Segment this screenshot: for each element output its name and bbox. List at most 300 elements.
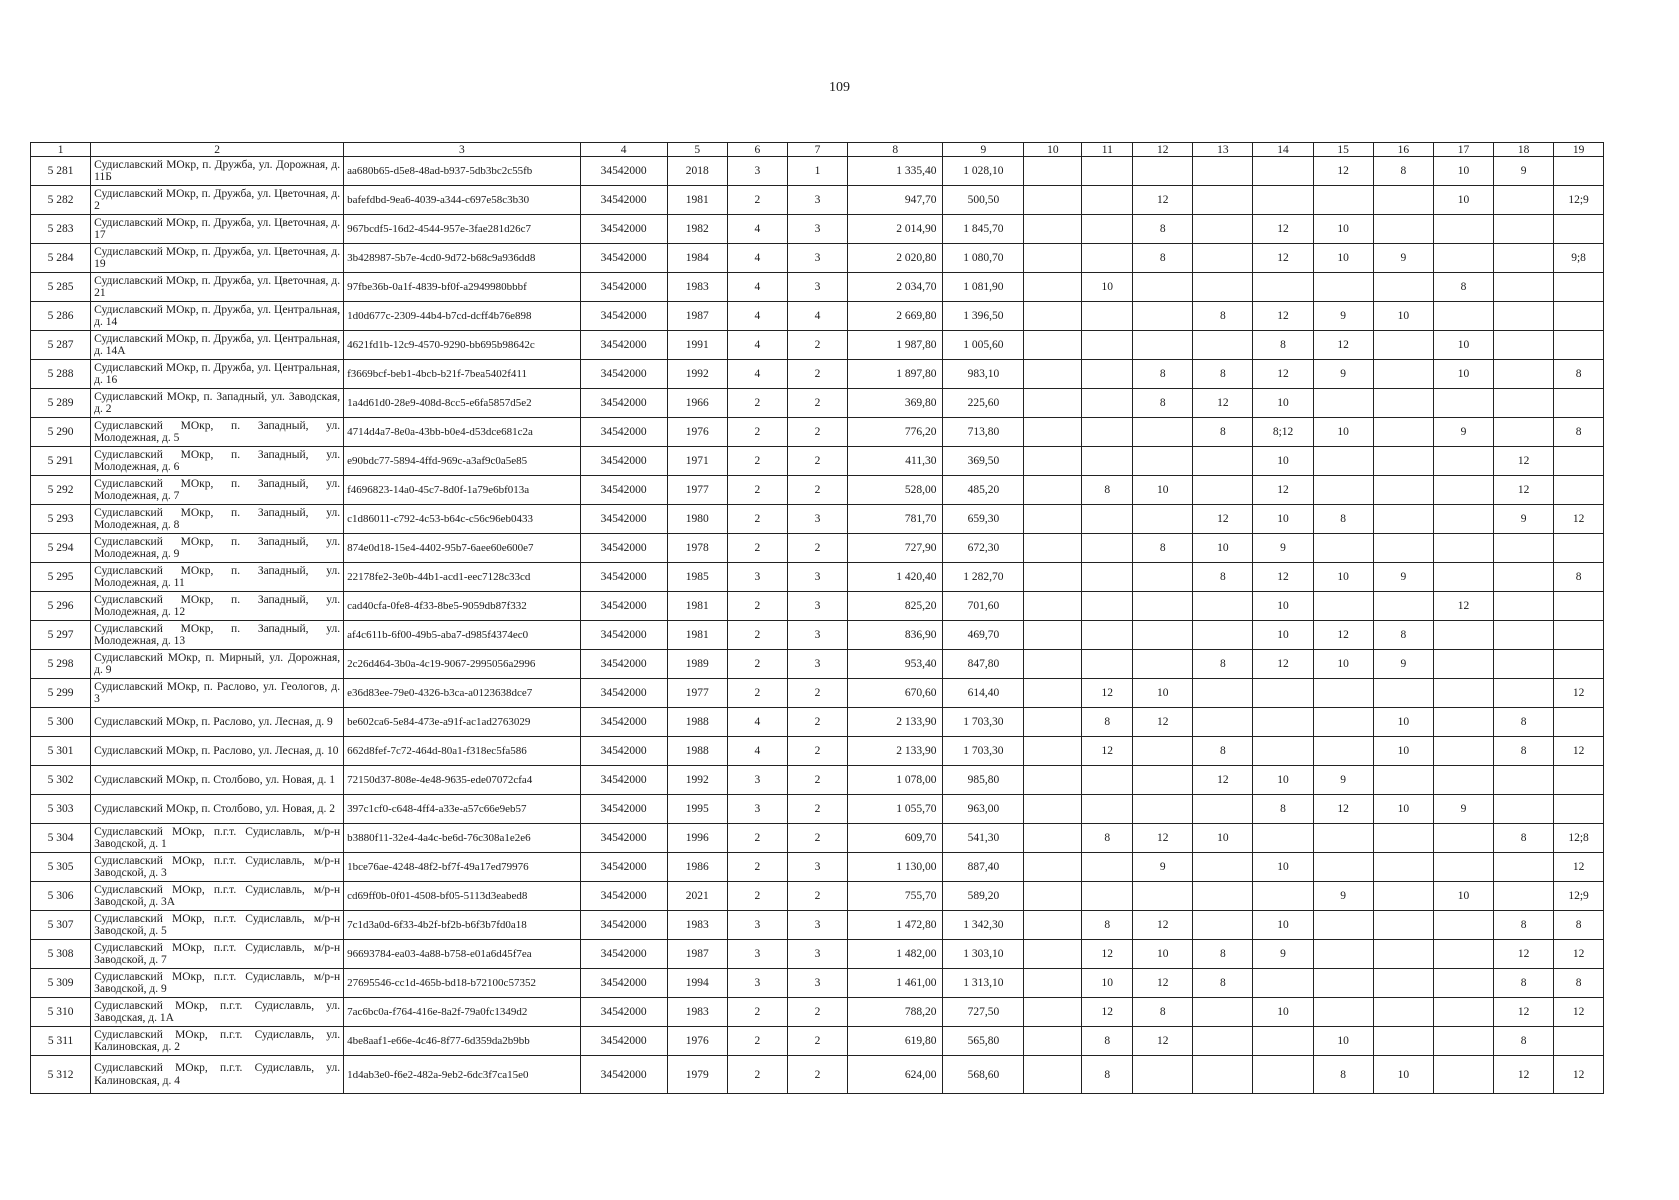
table-body bbox=[31, 157, 1604, 1094]
column-header-6: 6 bbox=[727, 143, 787, 157]
col12-cell bbox=[1133, 650, 1193, 679]
col14-cell bbox=[1253, 679, 1313, 708]
address-cell: Судиславский МОкр, п. Дружба, ул. Цветочная, д. 2 bbox=[91, 186, 344, 215]
col11-cell bbox=[1082, 766, 1133, 795]
oktmo-cell: 34542000 bbox=[580, 621, 667, 650]
col10-cell bbox=[1024, 708, 1082, 737]
col13-cell: 10 bbox=[1193, 534, 1253, 563]
col19-cell: 12 bbox=[1554, 505, 1604, 534]
entrances-cell: 2 bbox=[787, 447, 847, 476]
total-area-cell: 755,70 bbox=[848, 882, 943, 911]
table-row bbox=[31, 418, 1604, 447]
col13-cell: 8 bbox=[1193, 360, 1253, 389]
col13-cell bbox=[1193, 998, 1253, 1027]
address-cell: Судиславский МОкр, п. Западный, ул. Молодежная, д. 5 bbox=[91, 418, 344, 447]
col11-cell: 12 bbox=[1082, 940, 1133, 969]
col19-cell: 8 bbox=[1554, 911, 1604, 940]
col17-cell: 10 bbox=[1433, 882, 1493, 911]
col17-cell: 8 bbox=[1433, 273, 1493, 302]
floors-cell: 2 bbox=[727, 389, 787, 418]
total-area-cell: 2 133,90 bbox=[848, 708, 943, 737]
year-cell: 1982 bbox=[667, 215, 727, 244]
col16-cell bbox=[1373, 824, 1433, 853]
col11-cell bbox=[1082, 215, 1133, 244]
col11-cell bbox=[1082, 418, 1133, 447]
entrances-cell: 2 bbox=[787, 737, 847, 766]
col14-cell: 12 bbox=[1253, 244, 1313, 273]
total-area-cell: 825,20 bbox=[848, 592, 943, 621]
floors-cell: 4 bbox=[727, 708, 787, 737]
year-cell: 1983 bbox=[667, 273, 727, 302]
col14-cell: 8 bbox=[1253, 331, 1313, 360]
col11-cell bbox=[1082, 592, 1133, 621]
col11-cell bbox=[1082, 157, 1133, 186]
year-cell: 1988 bbox=[667, 737, 727, 766]
floors-cell: 2 bbox=[727, 505, 787, 534]
col18-cell bbox=[1494, 273, 1554, 302]
col12-cell bbox=[1133, 621, 1193, 650]
col18-cell bbox=[1494, 331, 1554, 360]
floors-cell: 4 bbox=[727, 360, 787, 389]
floors-cell: 2 bbox=[727, 447, 787, 476]
floors-cell: 2 bbox=[727, 621, 787, 650]
guid-cell: 874e0d18-15e4-4402-95b7-6aee60e600e7 bbox=[344, 534, 580, 563]
col10-cell bbox=[1024, 534, 1082, 563]
guid-cell: f4696823-14a0-45c7-8d0f-1a79e6bf013a bbox=[344, 476, 580, 505]
guid-cell: 4714d4a7-8e0a-43bb-b0e4-d53dce681c2a bbox=[344, 418, 580, 447]
column-header-17: 17 bbox=[1433, 143, 1493, 157]
total-area-cell: 1 897,80 bbox=[848, 360, 943, 389]
col11-cell bbox=[1082, 244, 1133, 273]
row-number: 5 291 bbox=[31, 447, 91, 476]
living-area-cell: 1 005,60 bbox=[943, 331, 1024, 360]
living-area-cell: 963,00 bbox=[943, 795, 1024, 824]
col19-cell bbox=[1554, 621, 1604, 650]
living-area-cell: 500,50 bbox=[943, 186, 1024, 215]
col15-cell bbox=[1313, 186, 1373, 215]
living-area-cell: 1 028,10 bbox=[943, 157, 1024, 186]
col12-cell: 8 bbox=[1133, 244, 1193, 273]
year-cell: 1994 bbox=[667, 969, 727, 998]
col16-cell bbox=[1373, 186, 1433, 215]
row-number: 5 287 bbox=[31, 331, 91, 360]
col17-cell bbox=[1433, 302, 1493, 331]
col10-cell bbox=[1024, 215, 1082, 244]
col18-cell: 8 bbox=[1494, 911, 1554, 940]
entrances-cell: 3 bbox=[787, 186, 847, 215]
column-header-11: 11 bbox=[1082, 143, 1133, 157]
address-cell: Судиславский МОкр, п.г.т. Судиславль, м/р-н Заводской, д. 5 bbox=[91, 911, 344, 940]
col17-cell bbox=[1433, 505, 1493, 534]
row-number: 5 285 bbox=[31, 273, 91, 302]
col17-cell bbox=[1433, 1027, 1493, 1056]
col11-cell bbox=[1082, 853, 1133, 882]
col18-cell: 8 bbox=[1494, 708, 1554, 737]
col12-cell: 12 bbox=[1133, 911, 1193, 940]
year-cell: 1984 bbox=[667, 244, 727, 273]
guid-cell: 662d8fef-7c72-464d-80a1-f318ec5fa586 bbox=[344, 737, 580, 766]
total-area-cell: 776,20 bbox=[848, 418, 943, 447]
col12-cell bbox=[1133, 302, 1193, 331]
address-cell: Судиславский МОкр, п. Раслово, ул. Геологов, д. 3 bbox=[91, 679, 344, 708]
oktmo-cell: 34542000 bbox=[580, 824, 667, 853]
guid-cell: 1bce76ae-4248-48f2-bf7f-49a17ed79976 bbox=[344, 853, 580, 882]
col15-cell bbox=[1313, 447, 1373, 476]
total-area-cell: 1 472,80 bbox=[848, 911, 943, 940]
row-number: 5 310 bbox=[31, 998, 91, 1027]
table-row bbox=[31, 853, 1604, 882]
col16-cell: 10 bbox=[1373, 1056, 1433, 1094]
col12-cell bbox=[1133, 766, 1193, 795]
entrances-cell: 2 bbox=[787, 708, 847, 737]
col17-cell bbox=[1433, 563, 1493, 592]
col14-cell bbox=[1253, 737, 1313, 766]
col10-cell bbox=[1024, 273, 1082, 302]
col14-cell: 10 bbox=[1253, 853, 1313, 882]
col14-cell bbox=[1253, 1027, 1313, 1056]
floors-cell: 4 bbox=[727, 273, 787, 302]
oktmo-cell: 34542000 bbox=[580, 360, 667, 389]
entrances-cell: 3 bbox=[787, 273, 847, 302]
oktmo-cell: 34542000 bbox=[580, 273, 667, 302]
col17-cell bbox=[1433, 679, 1493, 708]
address-cell: Судиславский МОкр, п. Западный, ул. Молодежная, д. 8 bbox=[91, 505, 344, 534]
col16-cell bbox=[1373, 766, 1433, 795]
entrances-cell: 3 bbox=[787, 853, 847, 882]
col15-cell bbox=[1313, 911, 1373, 940]
col17-cell bbox=[1433, 969, 1493, 998]
col13-cell bbox=[1193, 882, 1253, 911]
col11-cell bbox=[1082, 389, 1133, 418]
entrances-cell: 2 bbox=[787, 331, 847, 360]
living-area-cell: 589,20 bbox=[943, 882, 1024, 911]
guid-cell: 7c1d3a0d-6f33-4b2f-bf2b-b6f3b7fd0a18 bbox=[344, 911, 580, 940]
col19-cell: 12 bbox=[1554, 737, 1604, 766]
col18-cell bbox=[1494, 621, 1554, 650]
row-number: 5 303 bbox=[31, 795, 91, 824]
address-cell: Судиславский МОкр, п.г.т. Судиславль, м/р-н Заводской, д. 1 bbox=[91, 824, 344, 853]
table-row bbox=[31, 766, 1604, 795]
address-cell: Судиславский МОкр, п. Раслово, ул. Лесная, д. 9 bbox=[91, 708, 344, 737]
table-row bbox=[31, 302, 1604, 331]
total-area-cell: 788,20 bbox=[848, 998, 943, 1027]
col12-cell bbox=[1133, 418, 1193, 447]
col11-cell bbox=[1082, 302, 1133, 331]
living-area-cell: 1 313,10 bbox=[943, 969, 1024, 998]
address-cell: Судиславский МОкр, п. Раслово, ул. Лесная, д. 10 bbox=[91, 737, 344, 766]
floors-cell: 4 bbox=[727, 302, 787, 331]
col18-cell bbox=[1494, 592, 1554, 621]
col14-cell bbox=[1253, 969, 1313, 998]
col17-cell bbox=[1433, 215, 1493, 244]
col11-cell: 12 bbox=[1082, 737, 1133, 766]
col16-cell: 9 bbox=[1373, 650, 1433, 679]
entrances-cell: 2 bbox=[787, 824, 847, 853]
col14-cell: 12 bbox=[1253, 302, 1313, 331]
total-area-cell: 2 020,80 bbox=[848, 244, 943, 273]
floors-cell: 2 bbox=[727, 998, 787, 1027]
col12-cell: 9 bbox=[1133, 853, 1193, 882]
table-row bbox=[31, 215, 1604, 244]
column-header-5: 5 bbox=[667, 143, 727, 157]
col11-cell bbox=[1082, 882, 1133, 911]
floors-cell: 3 bbox=[727, 795, 787, 824]
address-cell: Судиславский МОкр, п. Дружба, ул. Цветочная, д. 19 bbox=[91, 244, 344, 273]
col16-cell bbox=[1373, 447, 1433, 476]
col15-cell: 12 bbox=[1313, 795, 1373, 824]
row-number: 5 301 bbox=[31, 737, 91, 766]
address-cell: Судиславский МОкр, п.г.т. Судиславль, ул. Калиновская, д. 2 bbox=[91, 1027, 344, 1056]
col19-cell: 8 bbox=[1554, 418, 1604, 447]
col11-cell: 8 bbox=[1082, 476, 1133, 505]
col13-cell: 8 bbox=[1193, 737, 1253, 766]
col10-cell bbox=[1024, 911, 1082, 940]
col15-cell bbox=[1313, 389, 1373, 418]
col10-cell bbox=[1024, 302, 1082, 331]
table-row bbox=[31, 505, 1604, 534]
col12-cell: 10 bbox=[1133, 679, 1193, 708]
col13-cell bbox=[1193, 447, 1253, 476]
col18-cell: 12 bbox=[1494, 447, 1554, 476]
floors-cell: 2 bbox=[727, 882, 787, 911]
row-number: 5 292 bbox=[31, 476, 91, 505]
col15-cell bbox=[1313, 940, 1373, 969]
year-cell: 1981 bbox=[667, 186, 727, 215]
col10-cell bbox=[1024, 766, 1082, 795]
guid-cell: 22178fe2-3e0b-44b1-acd1-eec7128c33cd bbox=[344, 563, 580, 592]
column-header-2: 2 bbox=[91, 143, 344, 157]
col10-cell bbox=[1024, 418, 1082, 447]
address-cell: Судиславский МОкр, п. Дружба, ул. Центральная, д. 14 bbox=[91, 302, 344, 331]
column-header-10: 10 bbox=[1024, 143, 1082, 157]
table-row bbox=[31, 360, 1604, 389]
total-area-cell: 953,40 bbox=[848, 650, 943, 679]
col18-cell bbox=[1494, 215, 1554, 244]
col15-cell bbox=[1313, 853, 1373, 882]
living-area-cell: 469,70 bbox=[943, 621, 1024, 650]
col19-cell bbox=[1554, 331, 1604, 360]
col16-cell bbox=[1373, 389, 1433, 418]
col18-cell: 8 bbox=[1494, 824, 1554, 853]
entrances-cell: 3 bbox=[787, 969, 847, 998]
row-number: 5 311 bbox=[31, 1027, 91, 1056]
entrances-cell: 3 bbox=[787, 940, 847, 969]
col16-cell: 10 bbox=[1373, 708, 1433, 737]
col19-cell: 12;8 bbox=[1554, 824, 1604, 853]
col12-cell bbox=[1133, 157, 1193, 186]
col18-cell: 12 bbox=[1494, 476, 1554, 505]
col11-cell bbox=[1082, 186, 1133, 215]
col18-cell: 9 bbox=[1494, 505, 1554, 534]
col14-cell: 10 bbox=[1253, 766, 1313, 795]
col11-cell: 10 bbox=[1082, 969, 1133, 998]
col17-cell bbox=[1433, 244, 1493, 273]
col13-cell bbox=[1193, 273, 1253, 302]
col11-cell bbox=[1082, 534, 1133, 563]
col11-cell: 10 bbox=[1082, 273, 1133, 302]
guid-cell: 96693784-ea03-4a88-b758-e01a6d45f7ea bbox=[344, 940, 580, 969]
guid-cell: b3880f11-32e4-4a4c-be6d-76c308a1e2e6 bbox=[344, 824, 580, 853]
year-cell: 1976 bbox=[667, 1027, 727, 1056]
col11-cell bbox=[1082, 360, 1133, 389]
address-cell: Судиславский МОкр, п. Дружба, ул. Центральная, д. 16 bbox=[91, 360, 344, 389]
col14-cell bbox=[1253, 882, 1313, 911]
col13-cell bbox=[1193, 679, 1253, 708]
guid-cell: cd69ff0b-0f01-4508-bf05-5113d3eabed8 bbox=[344, 882, 580, 911]
year-cell: 1976 bbox=[667, 418, 727, 447]
col17-cell bbox=[1433, 737, 1493, 766]
col14-cell bbox=[1253, 1056, 1313, 1094]
col18-cell: 8 bbox=[1494, 969, 1554, 998]
entrances-cell: 2 bbox=[787, 1027, 847, 1056]
col18-cell bbox=[1494, 795, 1554, 824]
col16-cell bbox=[1373, 679, 1433, 708]
living-area-cell: 1 080,70 bbox=[943, 244, 1024, 273]
col17-cell: 9 bbox=[1433, 418, 1493, 447]
guid-cell: bafefdbd-9ea6-4039-a344-c697e58c3b30 bbox=[344, 186, 580, 215]
row-number: 5 302 bbox=[31, 766, 91, 795]
entrances-cell: 3 bbox=[787, 621, 847, 650]
column-header-12: 12 bbox=[1133, 143, 1193, 157]
floors-cell: 3 bbox=[727, 969, 787, 998]
table-row bbox=[31, 592, 1604, 621]
oktmo-cell: 34542000 bbox=[580, 650, 667, 679]
col11-cell: 8 bbox=[1082, 1027, 1133, 1056]
col17-cell bbox=[1433, 534, 1493, 563]
year-cell: 1977 bbox=[667, 476, 727, 505]
row-number: 5 309 bbox=[31, 969, 91, 998]
floors-cell: 3 bbox=[727, 911, 787, 940]
col13-cell bbox=[1193, 911, 1253, 940]
col18-cell bbox=[1494, 534, 1554, 563]
col15-cell: 10 bbox=[1313, 650, 1373, 679]
address-cell: Судиславский МОкр, п. Западный, ул. Молодежная, д. 11 bbox=[91, 563, 344, 592]
col15-cell: 12 bbox=[1313, 331, 1373, 360]
col13-cell bbox=[1193, 795, 1253, 824]
address-cell: Судиславский МОкр, п. Дружба, ул. Центральная, д. 14А bbox=[91, 331, 344, 360]
entrances-cell: 2 bbox=[787, 998, 847, 1027]
col18-cell bbox=[1494, 650, 1554, 679]
entrances-cell: 2 bbox=[787, 882, 847, 911]
col17-cell bbox=[1433, 940, 1493, 969]
floors-cell: 2 bbox=[727, 534, 787, 563]
col17-cell: 10 bbox=[1433, 157, 1493, 186]
col14-cell bbox=[1253, 708, 1313, 737]
floors-cell: 4 bbox=[727, 244, 787, 273]
row-number: 5 304 bbox=[31, 824, 91, 853]
row-number: 5 294 bbox=[31, 534, 91, 563]
floors-cell: 2 bbox=[727, 1027, 787, 1056]
table-row bbox=[31, 911, 1604, 940]
year-cell: 1983 bbox=[667, 998, 727, 1027]
oktmo-cell: 34542000 bbox=[580, 331, 667, 360]
total-area-cell: 609,70 bbox=[848, 824, 943, 853]
registry-table-container bbox=[30, 142, 1604, 1094]
floors-cell: 2 bbox=[727, 592, 787, 621]
oktmo-cell: 34542000 bbox=[580, 882, 667, 911]
oktmo-cell: 34542000 bbox=[580, 244, 667, 273]
guid-cell: f3669bcf-beb1-4bcb-b21f-7bea5402f411 bbox=[344, 360, 580, 389]
col13-cell: 12 bbox=[1193, 766, 1253, 795]
year-cell: 2021 bbox=[667, 882, 727, 911]
col14-cell: 9 bbox=[1253, 534, 1313, 563]
table-row bbox=[31, 679, 1604, 708]
living-area-cell: 659,30 bbox=[943, 505, 1024, 534]
col17-cell: 10 bbox=[1433, 186, 1493, 215]
table-row bbox=[31, 244, 1604, 273]
oktmo-cell: 34542000 bbox=[580, 737, 667, 766]
guid-cell: 27695546-cc1d-465b-bd18-b72100c57352 bbox=[344, 969, 580, 998]
col11-cell bbox=[1082, 447, 1133, 476]
col12-cell bbox=[1133, 331, 1193, 360]
col14-cell: 10 bbox=[1253, 621, 1313, 650]
oktmo-cell: 34542000 bbox=[580, 1027, 667, 1056]
living-area-cell: 1 845,70 bbox=[943, 215, 1024, 244]
col12-cell bbox=[1133, 273, 1193, 302]
col19-cell bbox=[1554, 215, 1604, 244]
col10-cell bbox=[1024, 679, 1082, 708]
address-cell: Судиславский МОкр, п. Западный, ул. Молодежная, д. 6 bbox=[91, 447, 344, 476]
floors-cell: 2 bbox=[727, 418, 787, 447]
guid-cell: 2c26d464-3b0a-4c19-9067-2995056a2996 bbox=[344, 650, 580, 679]
year-cell: 1992 bbox=[667, 360, 727, 389]
col10-cell bbox=[1024, 360, 1082, 389]
col16-cell bbox=[1373, 505, 1433, 534]
col15-cell bbox=[1313, 737, 1373, 766]
column-header-4: 4 bbox=[580, 143, 667, 157]
page-number: 109 bbox=[829, 80, 850, 95]
address-cell: Судиславский МОкр, п. Столбово, ул. Новая, д. 2 bbox=[91, 795, 344, 824]
guid-cell: 3b428987-5b7e-4cd0-9d72-b68c9a936dd8 bbox=[344, 244, 580, 273]
living-area-cell: 565,80 bbox=[943, 1027, 1024, 1056]
col13-cell bbox=[1193, 621, 1253, 650]
guid-cell: 1d4ab3e0-f6e2-482a-9eb2-6dc3f7ca15e0 bbox=[344, 1056, 580, 1094]
row-number: 5 281 bbox=[31, 157, 91, 186]
oktmo-cell: 34542000 bbox=[580, 766, 667, 795]
entrances-cell: 3 bbox=[787, 215, 847, 244]
oktmo-cell: 34542000 bbox=[580, 447, 667, 476]
col19-cell: 12 bbox=[1554, 940, 1604, 969]
col19-cell: 12 bbox=[1554, 998, 1604, 1027]
entrances-cell: 3 bbox=[787, 592, 847, 621]
table-row bbox=[31, 969, 1604, 998]
col19-cell: 12;9 bbox=[1554, 882, 1604, 911]
col18-cell bbox=[1494, 389, 1554, 418]
guid-cell: 1a4d61d0-28e9-408d-8cc5-e6fa5857d5e2 bbox=[344, 389, 580, 418]
col13-cell bbox=[1193, 331, 1253, 360]
entrances-cell: 2 bbox=[787, 418, 847, 447]
year-cell: 1980 bbox=[667, 505, 727, 534]
col17-cell bbox=[1433, 1056, 1493, 1094]
col17-cell bbox=[1433, 911, 1493, 940]
col12-cell: 12 bbox=[1133, 969, 1193, 998]
floors-cell: 4 bbox=[727, 331, 787, 360]
table-row bbox=[31, 737, 1604, 766]
table-row bbox=[31, 621, 1604, 650]
col17-cell: 9 bbox=[1433, 795, 1493, 824]
year-cell: 1981 bbox=[667, 592, 727, 621]
col17-cell bbox=[1433, 853, 1493, 882]
row-number: 5 298 bbox=[31, 650, 91, 679]
col10-cell bbox=[1024, 824, 1082, 853]
total-area-cell: 727,90 bbox=[848, 534, 943, 563]
col12-cell: 10 bbox=[1133, 476, 1193, 505]
col13-cell: 8 bbox=[1193, 650, 1253, 679]
col16-cell bbox=[1373, 1027, 1433, 1056]
year-cell: 1996 bbox=[667, 824, 727, 853]
col10-cell bbox=[1024, 331, 1082, 360]
row-number: 5 297 bbox=[31, 621, 91, 650]
